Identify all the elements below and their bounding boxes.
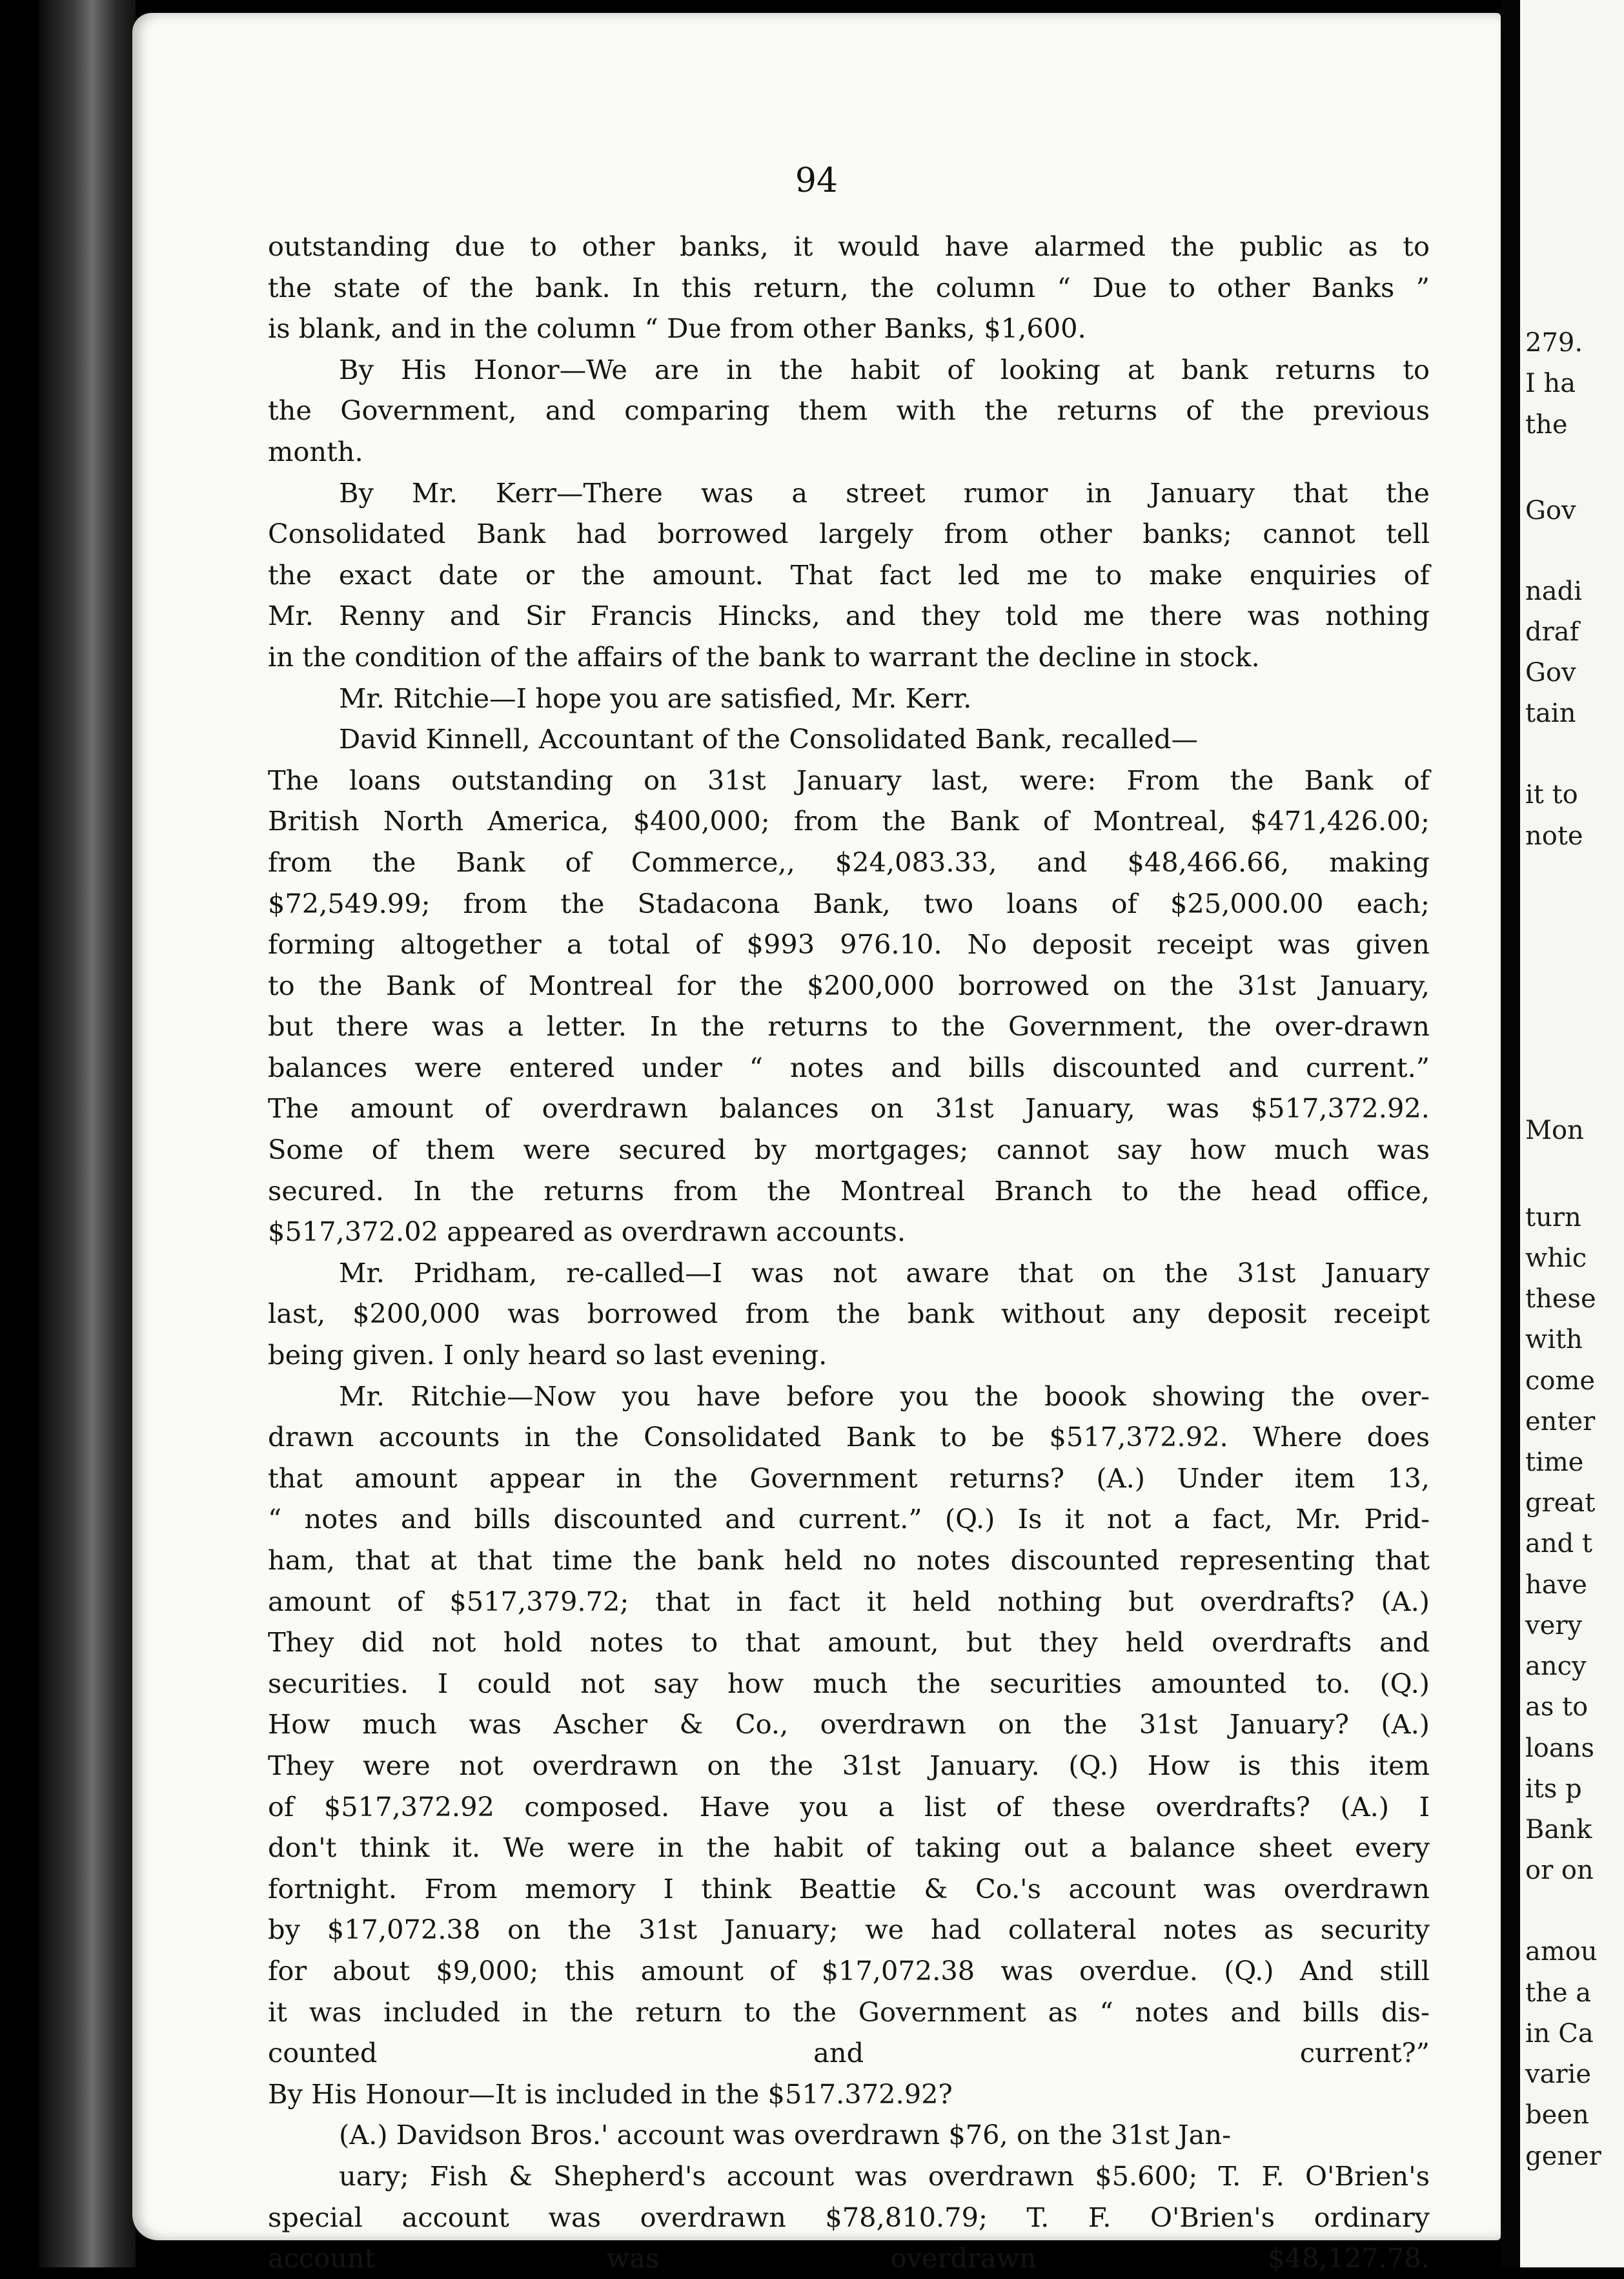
text-line: for about $9,000; this amount of $17,072.38 was overdue. (Q.) And still xyxy=(268,1954,1430,1987)
text-line: How much was Ascher & Co., overdrawn on the 31st January? (A.) xyxy=(268,1708,1430,1741)
text-line: British North America, $400,000; from the Bank of Montreal, $471,426.00; xyxy=(268,805,1430,837)
text-line: David Kinnell, Accountant of the Consolidated Bank, recalled— xyxy=(339,723,1198,755)
text-line: account was overdrawn $48,127.78. xyxy=(268,2242,1430,2274)
adjacent-page-fragment: its p xyxy=(1525,1774,1582,1804)
text-line: By His Honor—We are in the habit of looking at bank returns to xyxy=(339,353,1430,385)
adjacent-page-fragment: in Ca xyxy=(1525,2019,1594,2049)
text-line: Consolidated Bank had borrowed largely from other banks; cannot tell xyxy=(268,518,1430,550)
adjacent-page-fragment: I ha xyxy=(1525,369,1576,398)
text-line: forming altogether a total of $993 976.10. No deposit receipt was given xyxy=(268,928,1430,961)
text-line: $517,372.02 appeared as overdrawn accounts. xyxy=(268,1216,906,1248)
text-line: Mr. Renny and Sir Francis Hincks, and they told me there was nothing xyxy=(268,600,1430,632)
text-line: $72,549.99; from the Stadacona Bank, two loans of $25,000.00 each; xyxy=(268,887,1430,919)
text-line: by $17,072.38 on the 31st January; we had collateral notes as security xyxy=(268,1914,1430,1946)
adjacent-page-fragment: very xyxy=(1525,1611,1582,1640)
text-line: The loans outstanding on 31st January last, were: From the Bank of xyxy=(268,764,1430,796)
text-line: secured. In the returns from the Montreal Branch to the head office, xyxy=(268,1174,1430,1207)
adjacent-page-fragment: 279. xyxy=(1525,328,1583,358)
text-line: the Government, and comparing them with the returns of the previous xyxy=(268,394,1430,427)
text-line: the exact date or the amount. That fact led me to make enquiries of xyxy=(268,558,1430,591)
text-line: being given. I only heard so last evening. xyxy=(268,1339,827,1371)
page-number: 94 xyxy=(795,161,838,200)
book-page xyxy=(132,13,1501,2274)
text-line: don't think it. We were in the habit of taking out a balance sheet every xyxy=(268,1832,1430,1864)
text-line: The amount of overdrawn balances on 31st January, was $517,372.92. xyxy=(268,1092,1430,1125)
text-line: amount of $517,379.72; that in fact it held nothing but overdrafts? (A.) xyxy=(268,1585,1430,1617)
text-line: By His Honour—It is included in the $517.372.92? xyxy=(268,2078,953,2110)
adjacent-page-fragment: varie xyxy=(1525,2059,1592,2089)
adjacent-page-fragment: enter xyxy=(1525,1407,1596,1436)
adjacent-page-fragment: with xyxy=(1525,1325,1583,1354)
adjacent-page-fragment: gener xyxy=(1525,2141,1601,2171)
text-line: but there was a letter. In the returns to the Government, the over-drawn xyxy=(268,1010,1430,1043)
text-line: uary; Fish & Shepherd's account was overdrawn $5.600; T. F. O'Brien's xyxy=(339,2160,1430,2192)
adjacent-page-fragment: have xyxy=(1525,1570,1587,1600)
adjacent-page-fragment: amou xyxy=(1525,1937,1598,1967)
text-line: Mr. Ritchie—Now you have before you the boook showing the over- xyxy=(339,1380,1430,1412)
text-line: the state of the bank. In this return, the column “ Due to other Banks ” xyxy=(268,271,1430,303)
adjacent-page-fragment: been xyxy=(1525,2100,1589,2130)
text-line: in the condition of the affairs of the bank to warrant the decline in stock. xyxy=(268,640,1260,673)
text-line: drawn accounts in the Consolidated Bank to be $517,372.92. Where does xyxy=(268,1421,1430,1453)
adjacent-page-fragment: whic xyxy=(1525,1243,1587,1273)
text-line: ham, that at that time the bank held no notes discounted representing that xyxy=(268,1544,1430,1576)
adjacent-page-fragment: note xyxy=(1525,821,1583,851)
adjacent-page-fragment: Mon xyxy=(1525,1116,1584,1145)
adjacent-page-fragment: these xyxy=(1525,1284,1596,1314)
text-line: Mr. Ritchie—I hope you are satisfied, Mr. Kerr. xyxy=(339,682,972,714)
text-line: Mr. Pridham, re-called—I was not aware that on the 31st January xyxy=(339,1256,1430,1289)
text-line: balances were entered under “ notes and bills discounted and current.” xyxy=(268,1051,1430,1083)
adjacent-page-fragment: as to xyxy=(1525,1692,1588,1722)
text-line: last, $200,000 was borrowed from the bank without any deposit receipt xyxy=(268,1298,1430,1330)
page-body-text xyxy=(268,226,1430,2279)
adjacent-page-fragment: great xyxy=(1525,1488,1596,1518)
adjacent-page-fragment: come xyxy=(1525,1366,1596,1396)
adjacent-page-fragment: the a xyxy=(1525,1978,1592,2008)
text-line: of $517,372.92 composed. Have you a list of these overdrafts? (A.) I xyxy=(268,1790,1430,1823)
adjacent-page-fragment: and t xyxy=(1525,1529,1593,1559)
text-line: “ notes and bills discounted and current.” (Q.) Is it not a fact, Mr. Prid- xyxy=(268,1503,1430,1535)
adjacent-page-fragment: tain xyxy=(1525,699,1576,728)
text-line: is blank, and in the column “ Due from other Banks, $1,600. xyxy=(268,312,1086,345)
adjacent-page-fragment: draf xyxy=(1525,617,1579,647)
text-line: month. xyxy=(268,435,363,467)
page-gutter xyxy=(1501,0,1520,2267)
text-line: They did not hold notes to that amount, but they held overdrafts and xyxy=(268,1626,1430,1659)
text-line: outstanding due to other banks, it would have alarmed the public as to xyxy=(268,230,1430,262)
adjacent-page-fragment: it to xyxy=(1525,780,1578,810)
text-line: from the Bank of Commerce,, $24,083.33, and $48,466.66, making xyxy=(268,846,1430,878)
adjacent-page-fragment: the xyxy=(1525,410,1568,440)
adjacent-page-fragment: or on xyxy=(1525,1855,1594,1885)
text-line: Some of them were secured by mortgages; cannot say how much was xyxy=(268,1134,1430,1166)
adjacent-page-edge xyxy=(1520,0,1624,2267)
adjacent-page-fragment: nadi xyxy=(1525,577,1583,606)
adjacent-page-fragment: turn xyxy=(1525,1203,1581,1232)
adjacent-page-fragment: Gov xyxy=(1525,658,1576,688)
text-line: it was included in the return to the Government as “ notes and bills dis- xyxy=(268,1996,1430,2028)
adjacent-page-fragment: Gov xyxy=(1525,496,1576,526)
text-line: fortnight. From memory I think Beattie & Co.'s account was overdrawn xyxy=(268,1872,1430,1905)
text-line: By Mr. Kerr—There was a street rumor in January that the xyxy=(339,476,1430,509)
text-line: to the Bank of Montreal for the $200,000 borrowed on the 31st January, xyxy=(268,969,1430,1001)
adjacent-page-fragment: ancy xyxy=(1525,1651,1587,1681)
adjacent-page-fragment: Bank xyxy=(1525,1815,1592,1845)
text-line: They were not overdrawn on the 31st January. (Q.) How is this item xyxy=(268,1749,1430,1781)
text-line: that amount appear in the Government returns? (A.) Under item 13, xyxy=(268,1462,1430,1494)
adjacent-page-fragment: loans xyxy=(1525,1733,1595,1763)
book-spine xyxy=(39,0,136,2267)
text-line: counted and current?” xyxy=(268,2037,1430,2069)
text-line: (A.) Davidson Bros.' account was overdrawn $76, on the 31st Jan- xyxy=(339,2119,1232,2151)
text-line: securities. I could not say how much the securities amounted to. (Q.) xyxy=(268,1667,1430,1699)
adjacent-page-fragment: time xyxy=(1525,1447,1584,1477)
text-line: special account was overdrawn $78,810.79; T. F. O'Brien's ordinary xyxy=(268,2201,1430,2233)
